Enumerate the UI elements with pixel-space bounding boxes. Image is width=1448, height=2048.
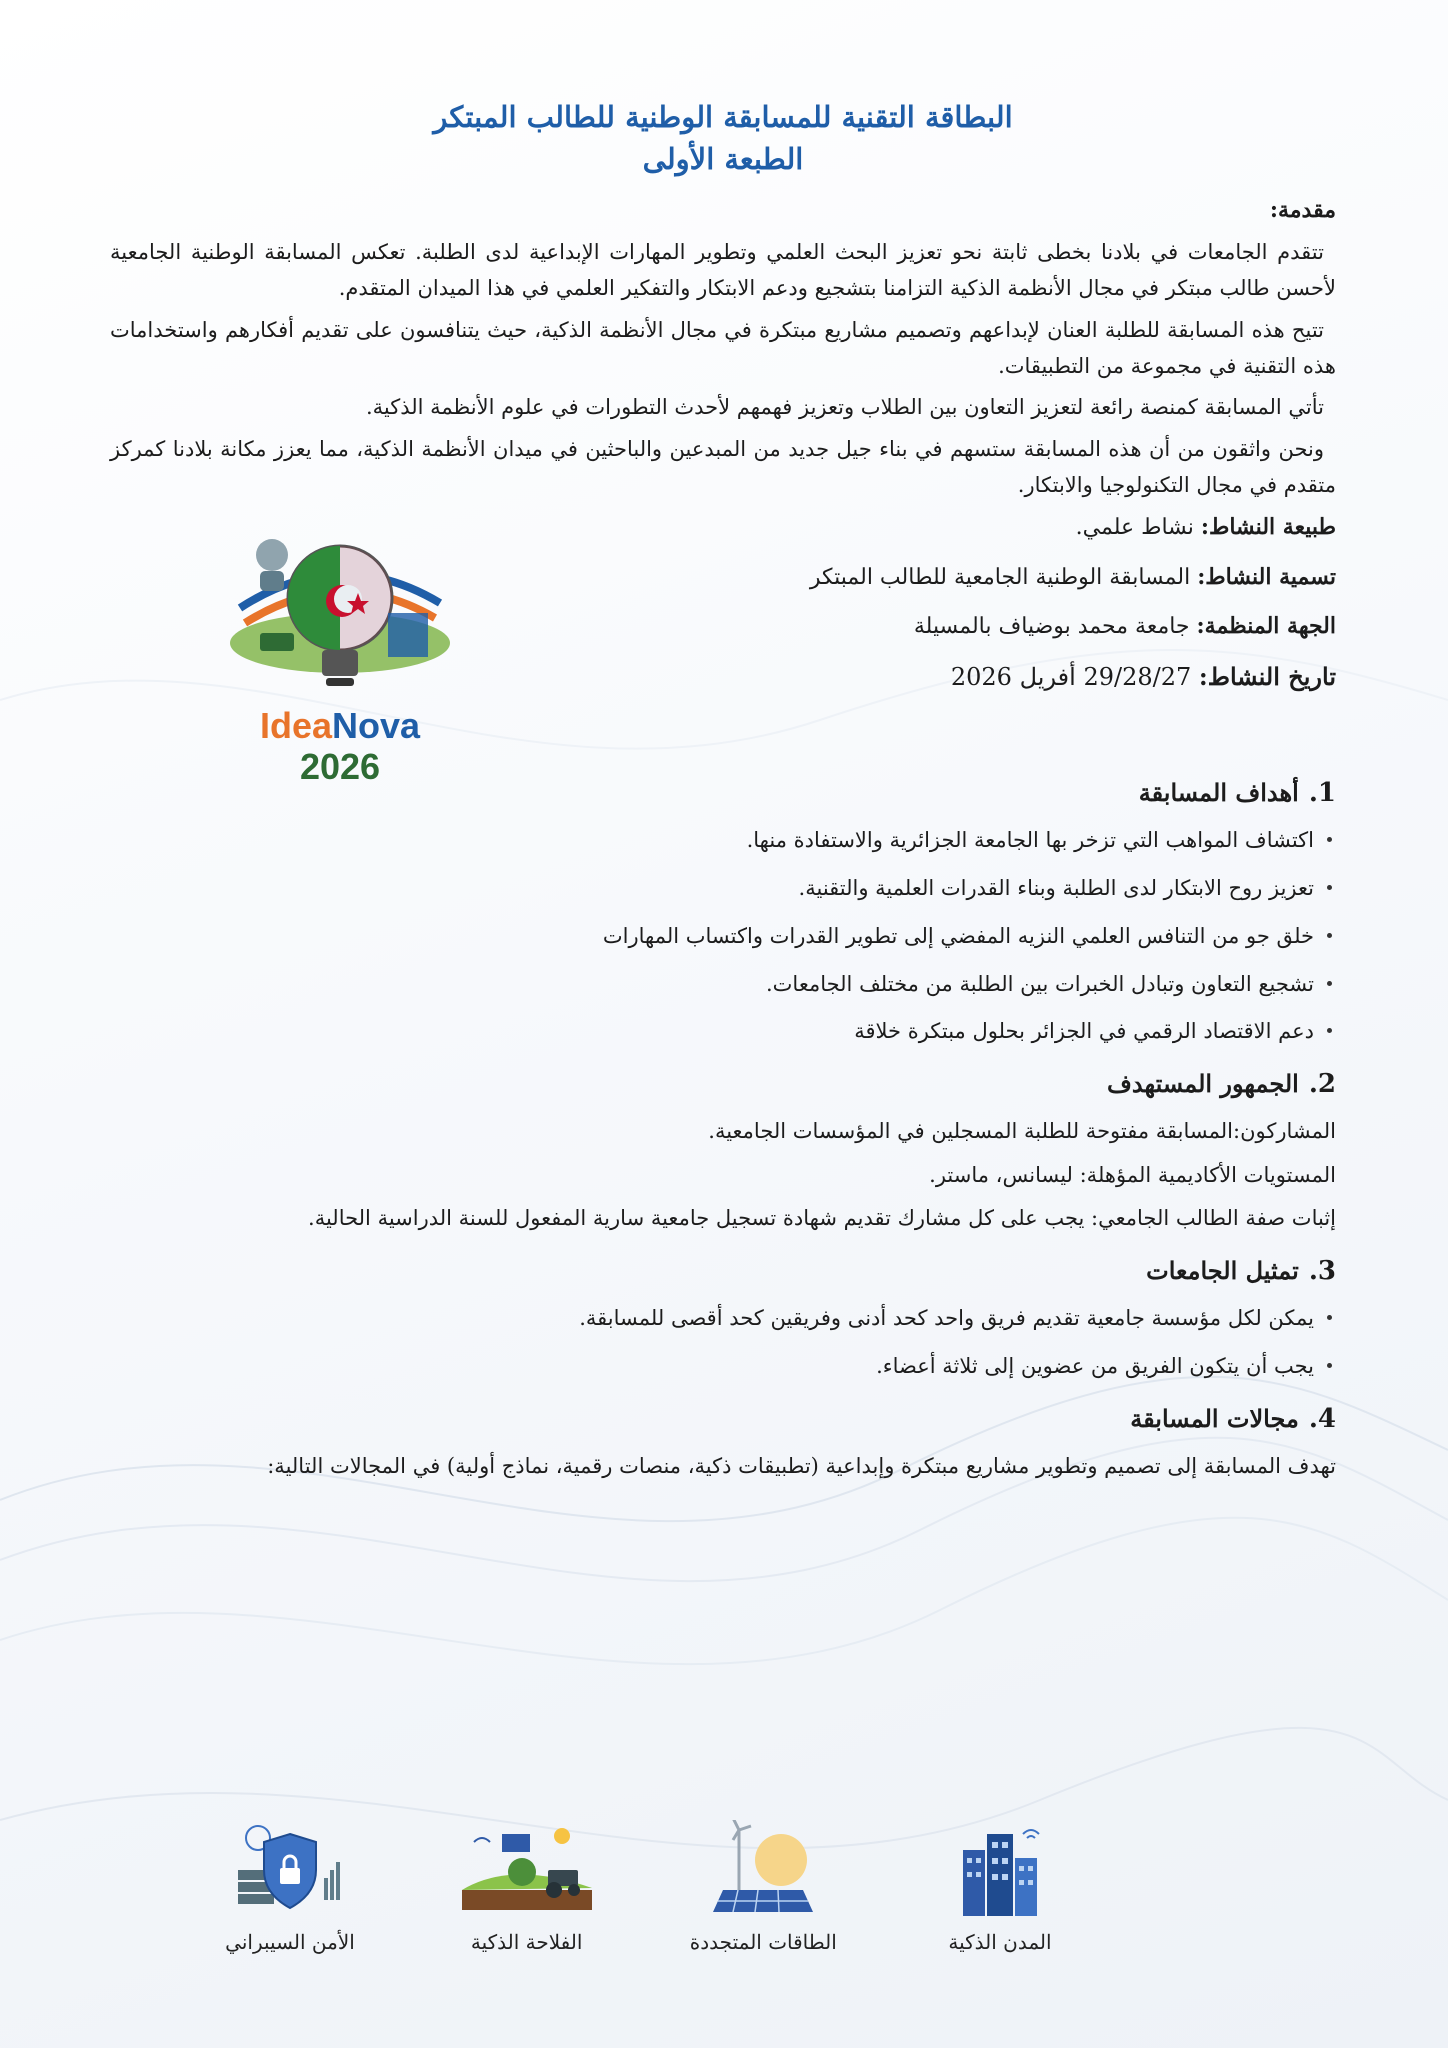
list-item: خلق جو من التنافس العلمي النزيه المفضي إلى تطوير القدرات واكتساب المهارات [110, 919, 1336, 955]
list-item: تعزيز روح الابتكار لدى الطلبة وبناء القدرات العلمية والتقنية. [110, 871, 1336, 907]
field-smart-farming [432, 1820, 622, 1980]
activity-nature-value: نشاط علمي. [1075, 515, 1194, 541]
field-label: الطاقات المتجددة [689, 1930, 837, 1954]
list-item: يمكن لكل مؤسسة جامعية تقديم فريق واحد كحد أدنى وفريقين كحد أقصى للمسابقة. [110, 1301, 1336, 1337]
audience-line: المشاركون:المسابقة مفتوحة للطلبة المسجلين في المؤسسات الجامعية. [708, 1119, 1336, 1144]
field-label: المدن الذكية [948, 1930, 1052, 1954]
ideanova-logo [220, 523, 460, 793]
smart-city-icon [945, 1820, 1055, 1920]
activity-name-value: المسابقة الوطنية الجامعية للطالب المبتكر [809, 564, 1191, 590]
section-title: الجمهور المستهدف [1107, 1068, 1299, 1098]
audience-line: إثبات صفة الطالب الجامعي: يجب على كل مشارك تقديم شهادة تسجيل جامعية سارية المفعول للسنة الدراسية الحالية. [308, 1206, 1336, 1231]
section-number: 2. [1308, 1068, 1336, 1099]
logo-wordmark [220, 705, 460, 746]
section-number: 4. [1308, 1403, 1336, 1434]
activity-date-label: تاريخ النشاط: [1198, 662, 1336, 692]
list-item: اكتشاف المواهب التي تزخر بها الجامعة الجزائرية والاستفادة منها. [110, 823, 1336, 859]
section-heading [110, 1249, 1336, 1293]
representation-list [110, 1301, 1336, 1384]
renewable-energy-icon [703, 1820, 823, 1920]
activity-date-value: 29/28/27 أفريل 2026 [950, 663, 1192, 692]
field-label: الفلاحة الذكية [470, 1930, 583, 1954]
list-item: يجب أن يتكون الفريق من عضوين إلى ثلاثة أعضاء. [110, 1349, 1336, 1385]
logo-year: 2026 [299, 746, 381, 788]
activity-info [110, 509, 1336, 788]
section-title: أهداف المسابقة [1138, 778, 1299, 808]
activity-name-label: تسمية النشاط: [1197, 563, 1336, 590]
activity-date [696, 657, 1336, 698]
lightbulb-logo-icon [220, 523, 460, 693]
activity-nature [696, 509, 1336, 546]
activity-nature-label: طبيعة النشاط: [1200, 514, 1336, 541]
cybersecurity-icon [230, 1820, 350, 1920]
list-item: تشجيع التعاون وتبادل الخبرات بين الطلبة من مختلف الجامعات. [110, 967, 1336, 1003]
audience-line: المستويات الأكاديمية المؤهلة: ليسانس، ماستر. [929, 1162, 1336, 1187]
section-title: مجالات المسابقة [1130, 1403, 1299, 1433]
fields-icons-row [195, 1820, 1095, 1980]
organizer-label: الجهة المنظمة: [1196, 613, 1336, 640]
field-renewable-energy [668, 1820, 858, 1980]
field-smart-cities [905, 1820, 1095, 1980]
edition-subtitle: الطبعة الأولى [642, 142, 804, 177]
field-label: الأمن السيبراني [225, 1930, 355, 1954]
section-title: تمثيل الجامعات [1146, 1256, 1299, 1286]
objectives-list [110, 823, 1336, 1049]
document-title: البطاقة التقنية للمسابقة الوطنية للطالب المبتكر [433, 100, 1013, 134]
intro-paragraph: تأتي المسابقة كمنصة رائعة لتعزيز التعاون بين الطلاب وتعزيز فهمهم لأحدث التطورات في علوم الأنظمة الذكية. [365, 395, 1324, 420]
organizer-value: جامعة محمد بوضياف بالمسيلة [913, 614, 1190, 640]
section-heading [110, 1062, 1336, 1106]
document-page [110, 96, 1336, 2026]
fields-intro: تهدف المسابقة إلى تصميم وتطوير مشاريع مبتكرة وإبداعية (تطبيقات ذكية، منصات رقمية، نماذج أولية) في المجالات التالية: [267, 1453, 1336, 1478]
organizer [696, 608, 1336, 645]
smart-farming-icon [452, 1820, 602, 1920]
activity-name [696, 559, 1336, 596]
intro-paragraph: تتقدم الجامعات في بلادنا بخطى ثابتة نحو تعزيز البحث العلمي وتطوير المهارات الإبداعية لدى الطلبة. تعكس المسابقة الوطنية الجامعية لأحسن طالب مبتكر في مجال الأنظمة الذكية التزامنا بتشجيع ودعم الابتكار والتفكير العلمي في هذا الميدان المتقدم. [110, 240, 1336, 301]
intro-paragraph: تتيح هذه المسابقة للطلبة العنان لإبداعهم وتصميم مشاريع مبتكرة في مجال الأنظمة الذكية، حيث يتنافسون على تقديم أفكارهم واستخدامات هذه التقنية في مجموعة من التطبيقات. [110, 317, 1336, 378]
logo-word-idea: Idea [259, 704, 332, 746]
logo-word-nova: Nova [332, 704, 421, 746]
section-number: 1. [1308, 778, 1336, 809]
field-cybersecurity [195, 1820, 385, 1980]
intro-paragraph: ونحن واثقون من أن هذه المسابقة ستسهم في بناء جيل جديد من المبدعين والباحثين في ميدان الأنظمة الذكية، مما يعزز مكانة بلادنا كمركز متقدم في مجال التكنولوجيا والابتكار. [110, 436, 1336, 497]
intro-heading: مقدمة: [1269, 197, 1336, 224]
section-number: 3. [1308, 1256, 1336, 1287]
list-item: دعم الاقتصاد الرقمي في الجزائر بحلول مبتكرة خلاقة [110, 1014, 1336, 1050]
section-heading [110, 1397, 1336, 1441]
